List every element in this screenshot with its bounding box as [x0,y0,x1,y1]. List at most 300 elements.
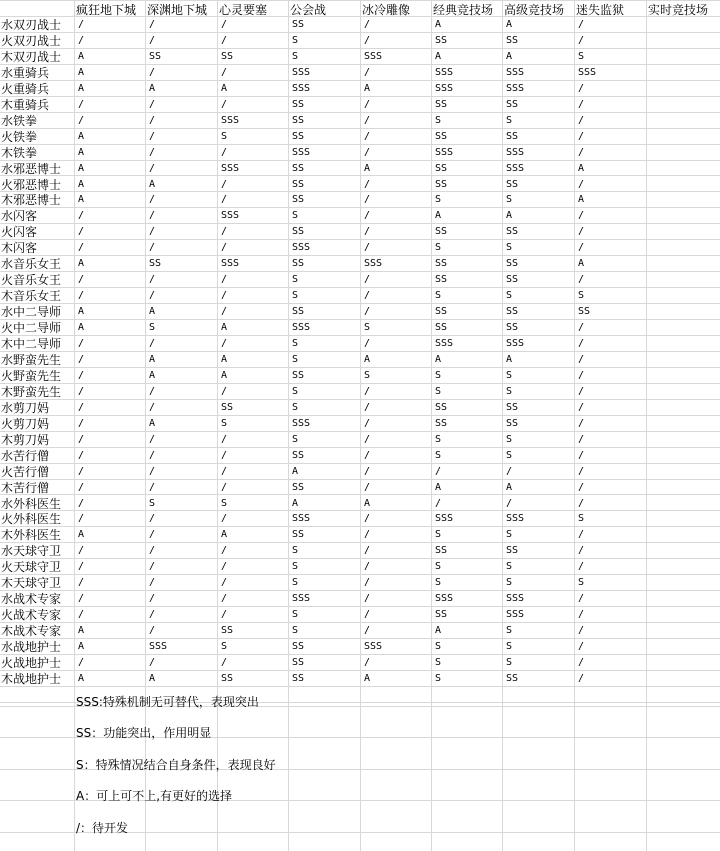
rating-cell[interactable]: SS [292,482,305,493]
rating-cell[interactable]: SS [149,258,162,269]
rating-cell[interactable]: / [578,131,585,142]
rating-cell[interactable]: SS [435,163,448,174]
rating-cell[interactable]: SSS [221,258,240,269]
rating-cell[interactable]: S [221,131,228,142]
rating-cell[interactable]: SSS [221,163,240,174]
rating-cell[interactable]: SSS [292,593,311,604]
rating-cell[interactable]: S [292,386,299,397]
column-header[interactable]: 高级竞技场 [504,3,565,17]
rating-cell[interactable]: SS [435,99,448,110]
rating-cell[interactable] [648,17,720,33]
rating-cell[interactable]: SS [435,306,448,317]
rating-cell[interactable] [648,639,720,655]
rating-cell[interactable] [648,623,720,639]
rating-cell[interactable]: A [435,51,442,62]
rating-cell[interactable]: SS [292,19,305,30]
hero-name-cell[interactable]: 水战术专家 [1,592,62,606]
rating-cell[interactable]: SSS [506,609,525,620]
rating-cell[interactable] [648,97,720,113]
rating-cell[interactable]: SSS [506,338,525,349]
rating-cell[interactable]: A [364,354,371,365]
rating-cell[interactable]: A [364,163,371,174]
rating-cell[interactable] [648,496,720,512]
rating-cell[interactable]: SSS [435,338,454,349]
rating-cell[interactable]: / [364,545,371,556]
rating-cell[interactable]: S [435,657,442,668]
rating-cell[interactable]: / [364,131,371,142]
hero-name-cell[interactable]: 水野蛮先生 [1,353,62,367]
rating-cell[interactable]: S [292,545,299,556]
rating-cell[interactable]: S [506,370,513,381]
rating-cell[interactable]: / [578,466,585,477]
rating-cell[interactable]: / [364,593,371,604]
rating-cell[interactable]: SSS [292,242,311,253]
rating-cell[interactable]: / [578,322,585,333]
rating-cell[interactable]: / [578,242,585,253]
hero-name-cell[interactable]: 火双刃战士 [1,34,62,48]
rating-cell[interactable]: S [435,115,442,126]
rating-cell[interactable]: / [78,99,85,110]
rating-cell[interactable]: / [149,625,156,636]
rating-cell[interactable]: S [292,290,299,301]
rating-cell[interactable]: / [149,99,156,110]
rating-cell[interactable]: / [149,274,156,285]
rating-cell[interactable]: A [149,370,156,381]
rating-cell[interactable]: / [221,657,228,668]
rating-cell[interactable]: / [78,577,85,588]
hero-name-cell[interactable]: 水中二导师 [1,305,62,319]
rating-cell[interactable]: / [149,402,156,413]
rating-cell[interactable]: SS [435,226,448,237]
rating-cell[interactable]: S [578,513,585,524]
rating-cell[interactable]: / [221,434,228,445]
rating-cell[interactable]: A [78,529,85,540]
rating-cell[interactable]: / [578,179,585,190]
rating-cell[interactable]: / [221,306,228,317]
rating-cell[interactable]: S [435,641,442,652]
hero-name-cell[interactable]: 水外科医生 [1,497,62,511]
rating-cell[interactable]: A [221,529,228,540]
rating-cell[interactable]: S [435,194,442,205]
rating-cell[interactable]: SS [435,418,448,429]
rating-cell[interactable]: SS [149,51,162,62]
hero-name-cell[interactable]: 木音乐女王 [1,289,62,303]
rating-cell[interactable]: / [221,338,228,349]
rating-cell[interactable]: S [506,242,513,253]
rating-cell[interactable]: / [435,498,442,509]
rating-cell[interactable]: / [578,561,585,572]
rating-cell[interactable]: SSS [506,147,525,158]
rating-cell[interactable]: / [221,179,228,190]
rating-cell[interactable]: SS [292,306,305,317]
rating-cell[interactable]: SS [506,402,519,413]
rating-cell[interactable]: S [506,450,513,461]
hero-name-cell[interactable]: 木铁拳 [1,146,38,160]
rating-cell[interactable]: A [78,258,85,269]
rating-cell[interactable]: SS [292,115,305,126]
rating-cell[interactable]: / [149,434,156,445]
rating-cell[interactable]: / [149,338,156,349]
rating-cell[interactable]: S [435,673,442,684]
rating-cell[interactable]: / [221,577,228,588]
rating-cell[interactable] [648,49,720,65]
rating-cell[interactable]: S [292,577,299,588]
rating-cell[interactable]: / [149,242,156,253]
hero-name-cell[interactable]: 水战地护士 [1,640,62,654]
rating-cell[interactable]: / [78,290,85,301]
rating-cell[interactable]: / [364,561,371,572]
rating-cell[interactable]: S [364,370,371,381]
rating-cell[interactable]: A [506,19,513,30]
rating-cell[interactable]: SS [292,370,305,381]
rating-cell[interactable]: A [435,354,442,365]
hero-name-cell[interactable]: 火闪客 [1,225,38,239]
hero-name-cell[interactable]: 火邪恶博士 [1,178,62,192]
rating-cell[interactable]: / [364,99,371,110]
rating-cell[interactable]: A [292,466,299,477]
hero-name-cell[interactable]: 火野蛮先生 [1,369,62,383]
rating-cell[interactable]: SSS [292,322,311,333]
rating-cell[interactable]: / [578,625,585,636]
column-header[interactable]: 公会战 [290,3,327,17]
rating-cell[interactable]: / [578,673,585,684]
hero-name-cell[interactable]: 木中二导师 [1,337,62,351]
rating-cell[interactable]: A [149,306,156,317]
rating-cell[interactable] [648,448,720,464]
rating-cell[interactable]: / [364,306,371,317]
hero-name-cell[interactable]: 火苦行僧 [1,465,50,479]
rating-cell[interactable]: / [364,194,371,205]
rating-cell[interactable] [648,224,720,240]
rating-cell[interactable]: SS [435,545,448,556]
rating-cell[interactable]: / [78,402,85,413]
rating-cell[interactable]: / [364,67,371,78]
rating-cell[interactable]: / [221,35,228,46]
rating-cell[interactable] [648,432,720,448]
rating-cell[interactable] [648,480,720,496]
rating-cell[interactable]: A [364,83,371,94]
rating-cell[interactable]: / [78,354,85,365]
rating-cell[interactable] [648,591,720,607]
rating-cell[interactable]: SSS [506,67,525,78]
rating-cell[interactable]: SSS [506,163,525,174]
rating-cell[interactable]: / [221,482,228,493]
rating-cell[interactable]: SS [506,274,519,285]
column-header[interactable]: 实时竞技场 [648,3,709,17]
rating-cell[interactable]: / [578,83,585,94]
rating-cell[interactable]: / [578,338,585,349]
rating-cell[interactable]: / [78,418,85,429]
rating-cell[interactable]: SS [292,641,305,652]
rating-cell[interactable]: A [149,179,156,190]
rating-cell[interactable]: / [149,67,156,78]
rating-cell[interactable]: / [221,466,228,477]
rating-cell[interactable]: / [78,434,85,445]
rating-cell[interactable]: S [506,625,513,636]
hero-name-cell[interactable]: 水双刃战士 [1,18,62,32]
rating-cell[interactable]: SSS [364,51,383,62]
rating-cell[interactable]: S [292,51,299,62]
rating-cell[interactable]: A [221,354,228,365]
rating-cell[interactable]: S [506,115,513,126]
rating-cell[interactable]: A [78,67,85,78]
rating-cell[interactable]: / [578,147,585,158]
rating-cell[interactable]: A [578,163,585,174]
rating-cell[interactable]: / [149,609,156,620]
rating-cell[interactable]: / [364,577,371,588]
rating-cell[interactable]: / [578,402,585,413]
rating-cell[interactable]: S [506,434,513,445]
hero-name-cell[interactable]: 火音乐女王 [1,273,62,287]
rating-cell[interactable]: S [292,274,299,285]
rating-cell[interactable]: / [221,593,228,604]
rating-cell[interactable]: / [364,625,371,636]
hero-name-cell[interactable]: 木战地护士 [1,672,62,686]
rating-cell[interactable]: / [578,274,585,285]
rating-cell[interactable]: A [78,194,85,205]
rating-cell[interactable]: S [292,402,299,413]
rating-cell[interactable]: / [578,370,585,381]
rating-cell[interactable]: SS [292,131,305,142]
rating-cell[interactable]: / [149,545,156,556]
rating-cell[interactable] [648,272,720,288]
rating-cell[interactable]: S [435,577,442,588]
rating-cell[interactable]: SS [435,609,448,620]
rating-cell[interactable]: / [149,466,156,477]
rating-cell[interactable]: / [78,226,85,237]
rating-cell[interactable]: / [221,19,228,30]
rating-cell[interactable] [648,240,720,256]
rating-cell[interactable] [648,320,720,336]
rating-cell[interactable]: SS [292,179,305,190]
hero-name-cell[interactable]: 木邪恶博士 [1,193,62,207]
rating-cell[interactable]: / [78,498,85,509]
rating-cell[interactable] [648,416,720,432]
rating-cell[interactable]: / [578,529,585,540]
rating-cell[interactable]: S [435,386,442,397]
rating-cell[interactable]: A [435,210,442,221]
rating-cell[interactable]: / [149,163,156,174]
column-header[interactable]: 经典竞技场 [433,3,494,17]
rating-cell[interactable]: SSS [435,67,454,78]
rating-cell[interactable]: A [221,322,228,333]
rating-cell[interactable]: / [78,370,85,381]
rating-cell[interactable]: SSS [292,513,311,524]
rating-cell[interactable]: SSS [292,67,311,78]
hero-name-cell[interactable]: 火剪刀妈 [1,417,50,431]
rating-cell[interactable] [648,527,720,543]
rating-cell[interactable]: A [78,147,85,158]
rating-cell[interactable]: / [364,338,371,349]
rating-cell[interactable] [648,81,720,97]
hero-name-cell[interactable]: 木闪客 [1,241,38,255]
rating-cell[interactable]: SS [578,306,591,317]
rating-cell[interactable]: / [221,513,228,524]
hero-name-cell[interactable]: 火中二导师 [1,321,62,335]
rating-cell[interactable]: / [578,609,585,620]
rating-cell[interactable] [648,33,720,49]
rating-cell[interactable]: S [221,418,228,429]
rating-cell[interactable]: SS [221,673,234,684]
rating-cell[interactable]: SSS [435,513,454,524]
rating-cell[interactable] [648,129,720,145]
rating-cell[interactable]: / [221,99,228,110]
rating-cell[interactable]: A [364,498,371,509]
rating-cell[interactable]: S [292,354,299,365]
rating-cell[interactable]: A [364,673,371,684]
rating-cell[interactable]: / [578,354,585,365]
rating-cell[interactable]: / [149,194,156,205]
rating-cell[interactable]: / [364,418,371,429]
rating-cell[interactable]: / [221,67,228,78]
rating-cell[interactable]: / [221,545,228,556]
rating-cell[interactable]: S [221,641,228,652]
rating-cell[interactable]: / [149,593,156,604]
rating-cell[interactable]: / [221,561,228,572]
rating-cell[interactable]: / [578,19,585,30]
rating-cell[interactable]: S [506,657,513,668]
rating-cell[interactable]: S [292,434,299,445]
rating-cell[interactable]: / [149,482,156,493]
rating-cell[interactable]: / [78,466,85,477]
rating-cell[interactable]: / [578,450,585,461]
rating-cell[interactable]: S [506,529,513,540]
rating-cell[interactable]: SSS [506,83,525,94]
rating-cell[interactable]: SS [435,274,448,285]
rating-cell[interactable] [648,208,720,224]
rating-cell[interactable] [648,288,720,304]
rating-cell[interactable]: / [78,338,85,349]
rating-cell[interactable] [648,161,720,177]
rating-cell[interactable]: / [578,641,585,652]
hero-name-cell[interactable]: 水天球守卫 [1,544,62,558]
rating-cell[interactable]: SS [506,545,519,556]
rating-cell[interactable]: S [292,338,299,349]
hero-name-cell[interactable]: 木野蛮先生 [1,385,62,399]
rating-cell[interactable] [648,336,720,352]
rating-cell[interactable] [648,113,720,129]
rating-cell[interactable]: / [149,19,156,30]
rating-cell[interactable]: SS [221,51,234,62]
rating-cell[interactable]: / [364,657,371,668]
rating-cell[interactable]: A [78,625,85,636]
rating-cell[interactable]: A [149,673,156,684]
rating-cell[interactable]: A [506,51,513,62]
rating-cell[interactable]: A [435,482,442,493]
rating-cell[interactable]: SSS [435,147,454,158]
rating-cell[interactable]: SS [292,163,305,174]
rating-cell[interactable]: / [149,513,156,524]
rating-cell[interactable]: SS [292,226,305,237]
column-header[interactable]: 疯狂地下城 [76,3,137,17]
rating-cell[interactable]: SS [292,529,305,540]
rating-cell[interactable]: SS [506,131,519,142]
rating-cell[interactable] [648,177,720,193]
rating-cell[interactable]: SS [506,179,519,190]
rating-cell[interactable]: A [78,83,85,94]
rating-cell[interactable]: SS [221,402,234,413]
rating-cell[interactable]: S [292,561,299,572]
rating-cell[interactable]: / [578,545,585,556]
rating-cell[interactable]: / [78,35,85,46]
rating-cell[interactable]: A [435,625,442,636]
rating-cell[interactable]: SS [435,35,448,46]
rating-cell[interactable] [648,384,720,400]
rating-cell[interactable]: / [506,466,513,477]
rating-cell[interactable]: / [149,226,156,237]
rating-cell[interactable]: SS [506,99,519,110]
rating-cell[interactable]: / [364,115,371,126]
rating-cell[interactable]: S [435,529,442,540]
rating-cell[interactable]: / [221,147,228,158]
rating-cell[interactable]: / [78,274,85,285]
rating-cell[interactable]: / [149,115,156,126]
rating-cell[interactable] [648,352,720,368]
rating-cell[interactable]: / [364,179,371,190]
rating-cell[interactable]: / [364,147,371,158]
rating-cell[interactable]: / [364,210,371,221]
rating-cell[interactable]: SS [506,258,519,269]
hero-name-cell[interactable]: 火重骑兵 [1,82,50,96]
rating-cell[interactable]: A [578,194,585,205]
rating-cell[interactable]: A [506,210,513,221]
hero-name-cell[interactable]: 水重骑兵 [1,66,50,80]
rating-cell[interactable]: S [506,386,513,397]
rating-cell[interactable] [648,464,720,480]
hero-name-cell[interactable]: 水剪刀妈 [1,401,50,415]
column-header[interactable]: 迷失监狱 [576,3,625,17]
rating-cell[interactable]: S [435,290,442,301]
rating-cell[interactable]: SS [506,35,519,46]
rating-cell[interactable]: SSS [221,115,240,126]
rating-cell[interactable]: S [221,498,228,509]
rating-cell[interactable]: / [578,434,585,445]
rating-cell[interactable]: A [78,322,85,333]
hero-name-cell[interactable]: 水铁拳 [1,114,38,128]
rating-cell[interactable]: SS [435,402,448,413]
rating-cell[interactable]: / [149,657,156,668]
rating-cell[interactable]: / [364,466,371,477]
rating-cell[interactable]: / [364,274,371,285]
hero-name-cell[interactable]: 木双刃战士 [1,50,62,64]
rating-cell[interactable]: SSS [435,593,454,604]
hero-name-cell[interactable]: 火外科医生 [1,512,62,526]
rating-cell[interactable]: S [435,434,442,445]
rating-cell[interactable]: A [506,482,513,493]
rating-cell[interactable]: SS [435,131,448,142]
rating-cell[interactable]: A [78,673,85,684]
rating-cell[interactable] [648,304,720,320]
rating-cell[interactable]: S [506,641,513,652]
rating-cell[interactable]: SSS [578,67,597,78]
rating-cell[interactable]: S [506,577,513,588]
rating-cell[interactable] [648,671,720,687]
rating-cell[interactable] [648,400,720,416]
rating-cell[interactable]: / [221,386,228,397]
rating-cell[interactable]: / [364,402,371,413]
rating-cell[interactable]: SS [435,322,448,333]
hero-name-cell[interactable]: 火战地护士 [1,656,62,670]
rating-cell[interactable]: / [578,226,585,237]
column-header[interactable]: 深渊地下城 [147,3,208,17]
rating-cell[interactable]: / [364,529,371,540]
hero-name-cell[interactable]: 水音乐女王 [1,257,62,271]
rating-cell[interactable]: / [578,210,585,221]
rating-cell[interactable]: A [578,258,585,269]
rating-cell[interactable]: / [149,450,156,461]
rating-cell[interactable]: / [364,35,371,46]
rating-cell[interactable]: / [78,482,85,493]
